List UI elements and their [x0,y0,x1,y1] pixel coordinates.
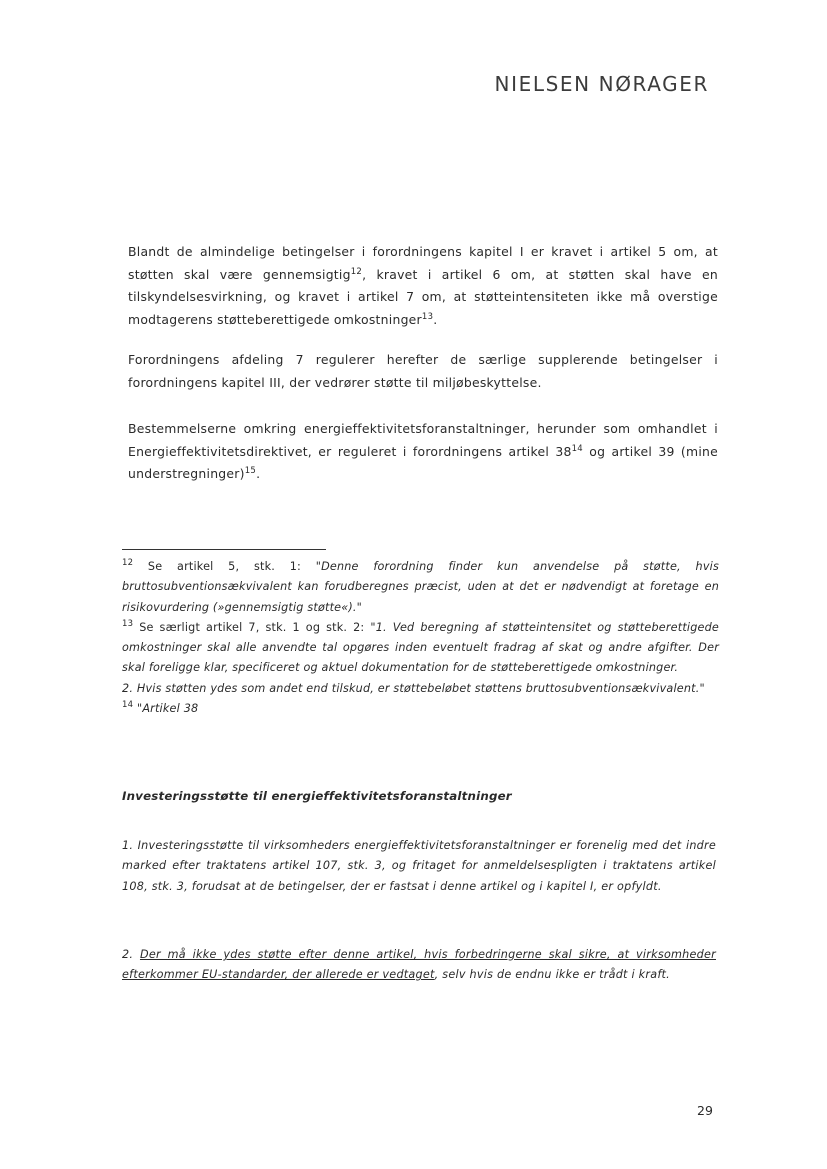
body-paragraph-1 [128,241,718,331]
footnote-ref-14[interactable]: 14 [571,443,583,454]
page-number: 29 [697,1103,713,1118]
paragraph-3-text: Bestemmelserne omkring energieffektivitetsforanstaltninger, herunder som omhandlet i Energieffektivitetsdirektivet, er reguleret i forordningens artikel 38 [128,421,718,459]
footnote-12-number: 12 [122,558,134,568]
body-paragraph-2: Forordningens afdeling 7 regulerer herefter de særlige supplerende betingelser i forordningens kapitel III, der vedrører støtte til miljøbeskyttelse. [128,352,718,390]
paragraph-3-text-cont: og artikel 39 (mine understregninger) [128,443,718,481]
body-paragraph-3 [128,418,718,486]
footnote-14-quote: "Artikel 38 [133,702,199,716]
footnote-ref-15[interactable]: 15 [244,466,257,476]
article-item-1: 1. Investeringsstøtte til virksomheders energieffektivitetsforanstaltninger er forenelig med det indre marked efter traktatens artikel 107, stk. 3, og fritaget for anmeldelsespligten i traktatens artikel 108, stk. 3, forudsat at de betingelser, der er fastsat i denne artikel og i kapitel I, er opfyldt. [122,839,716,893]
footnote-ref-13[interactable]: 13 [421,311,434,322]
paragraph-1-end: . [433,311,438,327]
footnotes [122,557,719,719]
footnote-12 [122,557,719,618]
footnote-13-quote-2: 2. Hvis støtten ydes som andet end tilskud, er støttebeløbet støttens bruttosubventionsækvivalent." [122,681,705,695]
company-logo: NIELSEN NØRAGER [494,72,709,96]
footnote-13-lead: Se særligt artikel 7, stk. 1 og stk. 2: [133,620,371,634]
paragraph-1-text-cont: , kravet i artikel 6 om, at støtten skal have en tilskyndelsesvirkning, og kravet i artikel 7 om, at støtteintensiteten ikke må overstige modtagerens støtteberettigede omkostninger [128,266,718,327]
article-item-2-underlined: Der må ikke ydes støtte efter denne artikel, hvis forbedringerne skal sikre, at virksomheder efterkommer EU-standarder, der allerede er vedtaget [122,948,716,982]
paragraph-1-text: Blandt de almindelige betingelser i forordningens kapitel I er kravet i artikel 5 om, at støtten skal være gennemsigtig [128,244,718,282]
paragraph-3-end: . [256,466,261,481]
article-heading: Investeringsstøtte til energieffektivitetsforanstaltninger [122,789,512,803]
footnote-12-quote: "Denne forordning finder kun anvendelse på støtte, hvis bruttosubventionsækvivalent kan forudberegnes præcist, uden at det er nødvendigt at foretage en risikovurdering (»gennemsigtig støtte«)." [122,560,719,614]
footnote-14 [122,699,719,719]
article-item-2-rest: , selv hvis de endnu ikke er trådt i kraft. [434,968,670,982]
article-item-2-number: 2. [122,948,140,961]
footnote-13-number: 13 [122,618,134,629]
footnote-12-lead: Se artikel 5, stk. 1: [133,560,316,573]
article-item-2 [122,945,716,986]
footnote-13 [122,618,719,679]
footnote-separator [122,549,326,550]
footnote-14-number: 14 [122,700,134,711]
footnote-13-quote: "1. Ved beregning af støtteintensitet og støtteberettigede omkostninger skal alle anvendte tal opgøres inden eventuelt fradrag af skat og andre afgifter. Der skal foreligge klar, specificeret og aktuel dokumentation for de støtteberettigede omkostninger. [122,620,719,675]
footnote-ref-12[interactable]: 12 [350,266,363,277]
footnote-13-part-2 [122,679,719,699]
